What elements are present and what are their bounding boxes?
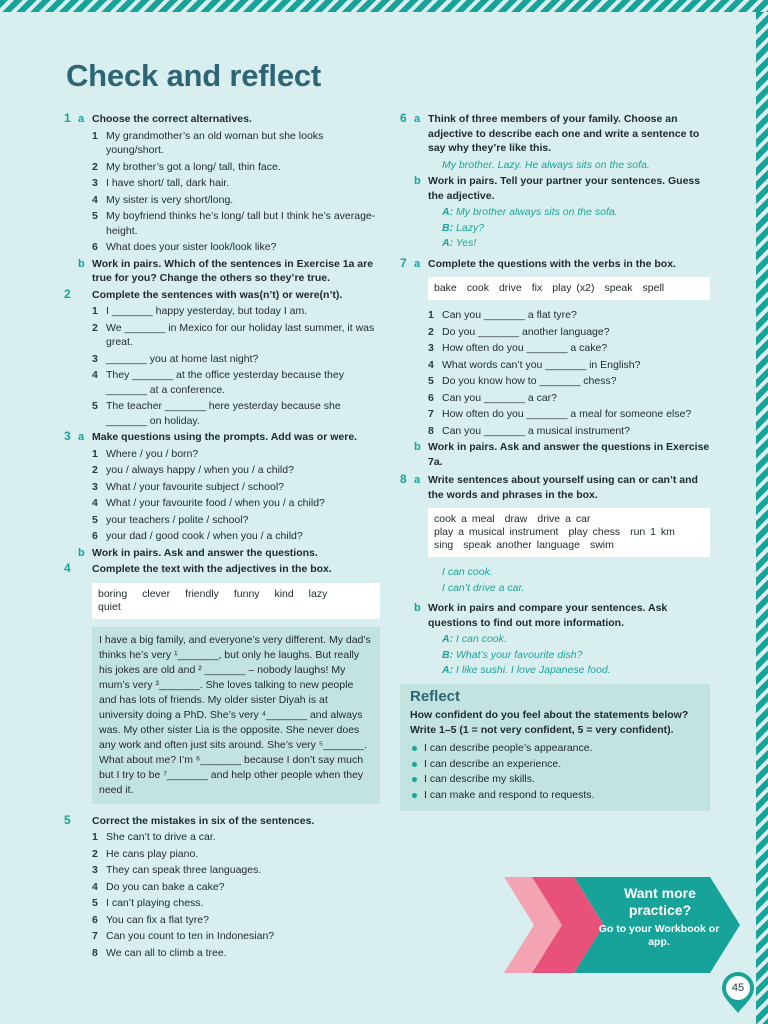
promo-title: Want more practice?: [624, 885, 696, 918]
reading-text: I have a big family, and everyone’s very different. My dad’s thinks he’s very ¹_______, but only he laughs. But really his jokes are old and ² _______ – nobody laughs! My mum’s very ³_______. She loves talking to new people and has lots of friends. My older sister Diyah is at university doing a PhD. She’s very ⁴_______ and always was. My other sister Lia is the opposite. She never does any work and often just sits around. She’s very ⁵_______. What about me? I’m ⁶_______ because I don’t say much but I try to be ⁷_______ and help other people when they need it.: [92, 627, 380, 804]
exercise-7-items: [400, 308, 710, 438]
list-item: 1 Where / you / born?: [92, 447, 199, 460]
word-box: cook a meal draw drive a car play a musical instrument play chess run 1 km sing speak another language swim: [428, 508, 710, 557]
list-item: 5 The teacher _______ here yesterday because she _______ on holiday.: [92, 400, 341, 427]
list-item: 4 What / your favourite food / when you / a child?: [92, 497, 325, 509]
exercise-4-instruction: 4 Complete the text with the adjectives in the box.: [64, 561, 332, 575]
list-item: 1 I _______ happy yesterday, but today I am.: [92, 305, 308, 317]
list-item: 8 We can all to climb a tree.: [92, 946, 227, 959]
exercise-1: [64, 112, 380, 286]
list-item: 2 you / always happy / when you / a child?: [92, 464, 294, 476]
exercise-3-items: [64, 447, 380, 544]
example-answer: I can cook.: [442, 566, 493, 578]
list-item: 5 your teachers / polite / school?: [92, 513, 249, 526]
exercise-6a-instruction: 6 a Think of three members of your family. Choose an adjective to describe each one and write a sentence to say why they’re like this.: [400, 111, 700, 154]
page-number: 45: [731, 982, 745, 994]
list-item: I can describe people’s appearance.: [410, 741, 700, 756]
list-item: 2 He cans play piano.: [92, 847, 199, 860]
dialogue-line: B: What’s your favourite dish?: [442, 648, 583, 661]
list-item: 2 Do you _______ another language?: [428, 325, 610, 338]
list-item: 5 My boyfriend thinks he’s long/ tall but I think he’s average-height.: [92, 210, 376, 237]
example-answer: I can’t drive a car.: [442, 581, 525, 594]
page-number-badge: [720, 971, 756, 1015]
list-item: 5 I can’t playing chess.: [92, 897, 204, 909]
exercise-3: [64, 430, 380, 560]
exercise-1-items: [64, 129, 380, 255]
reflect-list: [410, 741, 700, 802]
list-item: 8 Can you _______ a musical instrument?: [428, 424, 630, 437]
exercise-2: [64, 288, 380, 429]
workbook-promo[interactable]: [504, 877, 740, 973]
right-stripe: [756, 12, 768, 1024]
list-item: 6 What does your sister look/look like?: [92, 241, 277, 253]
list-item: 3 How often do you _______ a cake?: [428, 342, 608, 354]
list-item: 2 We _______ in Mexico for our holiday last summer, it was great.: [92, 321, 375, 348]
exercise-8b-instruction: b Work in pairs and compare your sentences. Ask questions to find out more information.: [414, 602, 668, 629]
list-item: I can describe an experience.: [410, 757, 700, 772]
reflect-panel: [400, 684, 710, 812]
word-box: boring clever friendly funny kind lazy quiet: [92, 583, 380, 619]
list-item: 6 Can you _______ a car?: [428, 391, 558, 404]
top-stripe: [0, 0, 768, 12]
dialogue-line: A: I like sushi. I love Japanese food.: [442, 664, 611, 676]
exercise-5-items: [64, 830, 380, 960]
left-column: [64, 110, 380, 962]
exercise-4: [64, 562, 380, 804]
list-item: 3 What / your favourite subject / school?: [92, 480, 285, 493]
list-item: 4 They _______ at the office yesterday because they _______ at a conference.: [92, 369, 344, 396]
exercise-3a-instruction: 3 a Make questions using the prompts. Add was or were.: [64, 429, 358, 443]
exercise-7b-instruction: b Work in pairs. Ask and answer the questions in Exercise 7a.: [414, 441, 710, 468]
exercise-8: [400, 473, 710, 678]
exercise-number: 1: [64, 111, 71, 125]
exercise-1a-instruction: 1 a Choose the correct alternatives.: [64, 111, 252, 125]
list-item: 7 How often do you _______ a meal for someone else?: [428, 408, 692, 420]
list-item: 1 Can you _______ a flat tyre?: [428, 309, 577, 321]
list-item: 4 Do you can bake a cake?: [92, 880, 225, 893]
exercise-1b-instruction: b Work in pairs. Which of the sentences in Exercise 1a are true for you? Change the others so they’re true.: [78, 257, 374, 284]
exercise-6b-instruction: b Work in pairs. Tell your partner your sentences. Guess the adjective.: [414, 175, 701, 202]
exercise-3b-instruction: b Work in pairs. Ask and answer the questions.: [78, 546, 318, 559]
list-item: 6 your dad / good cook / when you / a child?: [92, 530, 303, 542]
dialogue-line: A: My brother always sits on the sofa.: [442, 206, 618, 218]
list-item: 4 What words can’t you _______ in English?: [428, 358, 641, 371]
sub-letter: a: [78, 113, 85, 125]
promo-subtitle: Go to your Workbook or app.: [598, 923, 720, 948]
list-item: 7 Can you count to ten in Indonesian?: [92, 930, 275, 942]
exercise-2-items: [64, 304, 380, 428]
dialogue-line: A: I can cook.: [442, 633, 507, 645]
list-item: I can describe my skills.: [410, 772, 700, 787]
word-box: bake cook drive fix play (x2) speak spell: [428, 277, 710, 300]
exercise-7a-instruction: 7 a Complete the questions with the verbs in the box.: [400, 255, 676, 270]
exercise-5-instruction: 5 Correct the mistakes in six of the sentences.: [64, 812, 315, 827]
page-title: Check and reflect: [66, 58, 322, 93]
list-item: 5 Do you know how to _______ chess?: [428, 375, 617, 387]
dialogue-line: A: Yes!: [442, 237, 477, 249]
exercise-2-instruction: 2 Complete the sentences with was(n’t) or were(n’t).: [64, 286, 343, 301]
list-item: I can make and respond to requests.: [410, 788, 700, 803]
reflect-heading: Reflect: [410, 687, 461, 705]
dialogue-line: B: Lazy?: [442, 221, 485, 234]
list-item: 3 I have short/ tall, dark hair.: [92, 177, 230, 189]
reflect-question: How confident do you feel about the statements below? Write 1–5 (1 = not very confident, 5 = very confident).: [410, 709, 689, 736]
list-item: 3 _______ you at home last night?: [92, 352, 259, 365]
exercise-7: [400, 257, 710, 470]
list-item: 4 My sister is very short/long.: [92, 193, 234, 206]
exercise-5: [64, 814, 380, 961]
list-item: 6 You can fix a flat tyre?: [92, 913, 209, 926]
list-item: 2 My brother’s got a long/ tall, thin face.: [92, 160, 281, 173]
exercise-6: [400, 112, 710, 251]
list-item: 3 They can speak three languages.: [92, 864, 262, 876]
example-answer: My brother. Lazy. He always sits on the sofa.: [442, 158, 650, 171]
exercise-8a-instruction: 8 a Write sentences about yourself using can or can’t and the words and phrases in the box.: [400, 472, 698, 501]
list-item: 1 My grandmother’s an old woman but she looks young/short.: [92, 129, 324, 156]
right-column: [400, 110, 710, 811]
list-item: 1 She can’t to drive a car.: [92, 831, 216, 843]
